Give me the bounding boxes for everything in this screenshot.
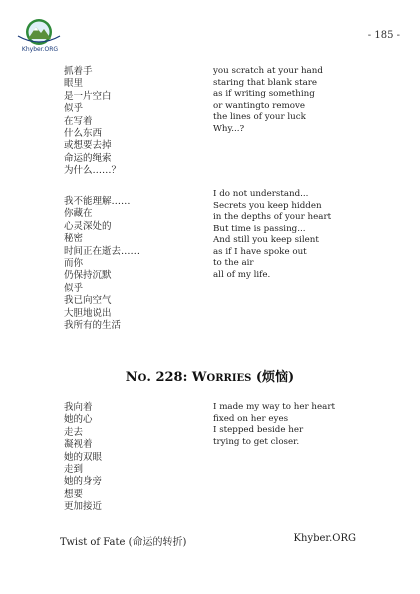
stanza-3-chinese bbox=[64, 402, 102, 514]
title-no-initial: N bbox=[125, 370, 138, 385]
page-number: - 185 - bbox=[367, 30, 400, 41]
verse-line: 或想要去掉 bbox=[64, 140, 112, 152]
verse-line: or wantingto remove bbox=[213, 100, 306, 111]
verse-line: 你藏在 bbox=[64, 208, 93, 220]
verse-line: 走到 bbox=[64, 464, 84, 476]
verse-line: fixed on her eyes bbox=[213, 413, 289, 424]
verse-line: 抓着手 bbox=[64, 66, 93, 77]
verse-line: 走去 bbox=[64, 426, 84, 438]
verse-line: 而你 bbox=[64, 258, 84, 270]
verse-line: 更加接近 bbox=[64, 501, 103, 513]
poem-title bbox=[0, 366, 420, 385]
verse-line: 我向着 bbox=[64, 402, 93, 413]
verse-line: to the air bbox=[213, 258, 254, 268]
title-no-rest: O bbox=[137, 373, 147, 384]
verse-line: 她的双眼 bbox=[64, 451, 103, 463]
title-chinese: (烦恼) bbox=[251, 370, 295, 385]
verse-line: 时间正在逝去…… bbox=[64, 245, 141, 257]
verse-line: you scratch at your hand bbox=[213, 66, 323, 76]
verse-line: 似乎 bbox=[64, 103, 84, 115]
verse-line: 她的心 bbox=[64, 414, 93, 426]
stanza-3-english bbox=[213, 402, 335, 448]
verse-line: 我不能理解…… bbox=[64, 196, 131, 207]
verse-line: 秘密 bbox=[64, 233, 84, 245]
stanza-1-chinese bbox=[64, 66, 121, 178]
verse-line: 我所有的生活 bbox=[64, 320, 122, 332]
title-word-initial: W bbox=[191, 370, 207, 385]
verse-line: 为什么……？ bbox=[64, 165, 122, 177]
title-word-rest: ORRIES bbox=[206, 373, 252, 384]
title-number: . 228: bbox=[146, 370, 192, 385]
verse-line: Secrets you keep hidden bbox=[213, 200, 322, 211]
verse-line: I made my way to her heart bbox=[213, 402, 335, 412]
verse-line: 命运的绳索 bbox=[64, 152, 112, 164]
verse-line: trying to get closer. bbox=[213, 436, 300, 447]
verse-line: I stepped beside her bbox=[213, 425, 304, 435]
stanza-1-english bbox=[213, 66, 323, 135]
verse-line: I do not understand... bbox=[213, 189, 309, 199]
verse-line: 凝视着 bbox=[64, 439, 93, 451]
verse-line: 她的身旁 bbox=[64, 476, 103, 488]
stanza-2-chinese bbox=[64, 196, 140, 332]
verse-line: 想要 bbox=[64, 488, 84, 500]
verse-line: as if writing something bbox=[213, 89, 315, 99]
verse-line: all of my life. bbox=[213, 269, 271, 280]
logo-text: Khyber.ORG bbox=[21, 46, 59, 53]
verse-line: the lines of your luck bbox=[213, 112, 306, 122]
verse-line: staring that blank stare bbox=[213, 77, 318, 88]
verse-line: Why...? bbox=[213, 123, 245, 134]
verse-line: 似乎 bbox=[64, 282, 84, 294]
footer-site-name: Khyber.ORG bbox=[293, 533, 356, 544]
mountain-logo-icon bbox=[14, 18, 64, 48]
verse-line: in the depths of your heart bbox=[213, 212, 332, 222]
verse-line: 是一片空白 bbox=[64, 90, 112, 102]
footer-book-title: Twist of Fate (命运的转折) bbox=[60, 537, 187, 548]
verse-line: 什么东西 bbox=[64, 128, 103, 140]
khyber-logo bbox=[14, 18, 64, 56]
verse-line: And still you keep silent bbox=[213, 235, 319, 245]
verse-line: 在写着 bbox=[64, 115, 93, 127]
verse-line: 大胆地说出 bbox=[64, 307, 112, 319]
verse-line: 我已向空气 bbox=[64, 295, 112, 307]
stanza-2-english bbox=[213, 189, 331, 281]
verse-line: as if I have spoke out bbox=[213, 246, 307, 257]
verse-line: 眼里 bbox=[64, 78, 84, 90]
verse-line: 心灵深处的 bbox=[64, 220, 112, 232]
verse-line: But time is passing... bbox=[213, 223, 306, 234]
verse-line: 仍保持沉默 bbox=[64, 270, 112, 282]
